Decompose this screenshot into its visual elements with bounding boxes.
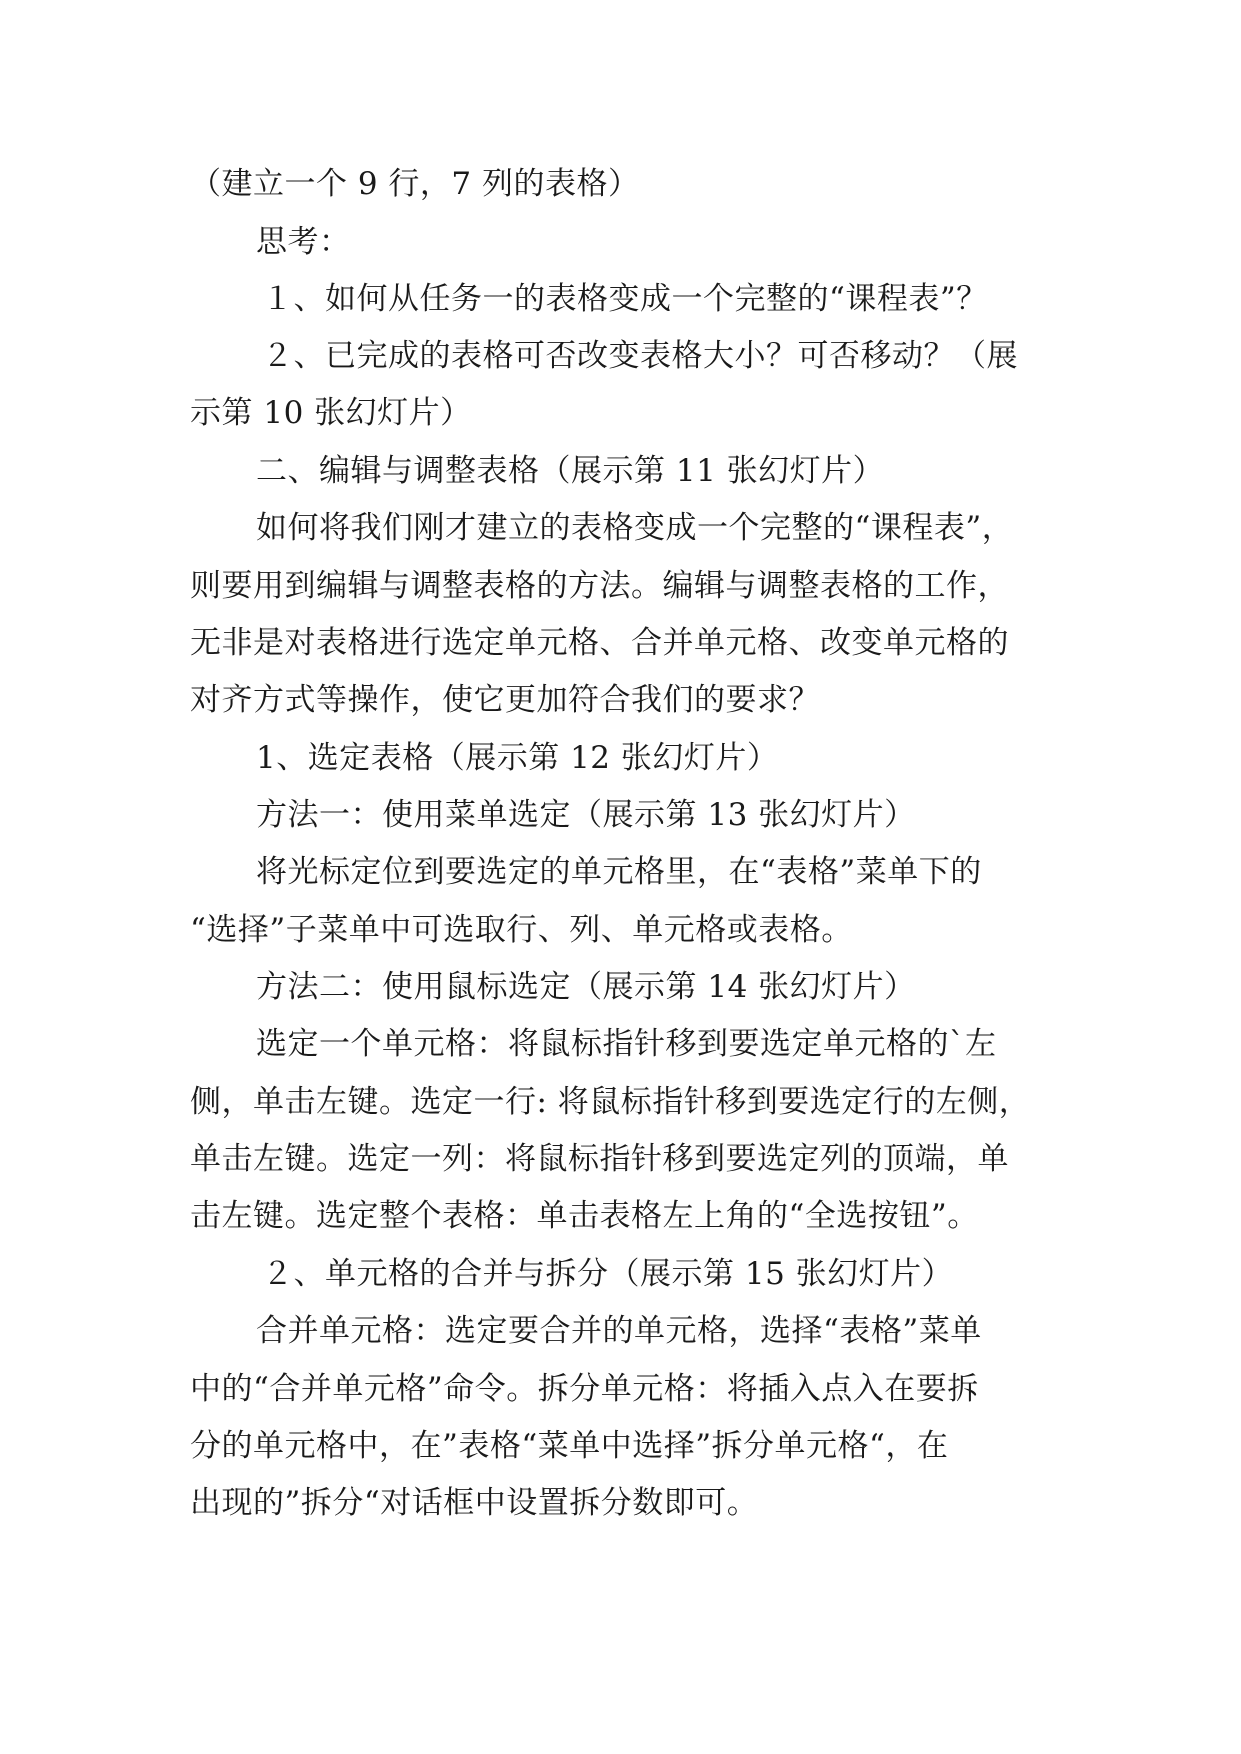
text-line-17: 侧，单击左键。选定一行: 将鼠标指针移到要选定行的左侧， <box>190 1084 1031 1120</box>
text-line-16: 选定一个单元格：将鼠标指针移到要选定单元格的`左 <box>256 1026 997 1062</box>
text-line-15: 方法二：使用鼠标选定（展示第 14 张幻灯片） <box>256 969 916 1005</box>
text-line-23: 分的单元格中，在”表格“菜单中选择”拆分单元格“，在 <box>190 1428 949 1464</box>
text-line-4: ２、已完成的表格可否改变表格大小？可否移动？（展 <box>262 338 1018 374</box>
text-line-19: 击左键。选定整个表格：单击表格左上角的“全选按钮”。 <box>190 1198 979 1234</box>
text-line-1: （建立一个 9 行，7 列的表格） <box>190 166 640 202</box>
text-line-24: 出现的”拆分“对话框中设置拆分数即可。 <box>190 1485 759 1521</box>
text-line-22: 中的“合并单元格”命令。拆分单元格：将插入点入在要拆 <box>190 1371 979 1407</box>
text-line-8: 则要用到编辑与调整表格的方法。编辑与调整表格的工作， <box>190 568 1009 604</box>
text-line-14: “选择”子菜单中可选取行、列、单元格或表格。 <box>190 912 853 948</box>
text-line-5: 示第 10 张幻灯片） <box>190 395 472 431</box>
text-line-9: 无非是对表格进行选定单元格、合并单元格、改变单元格的 <box>190 625 1009 661</box>
text-line-12: 方法一：使用菜单选定（展示第 13 张幻灯片） <box>256 797 916 833</box>
text-line-13: 将光标定位到要选定的单元格里，在“表格”菜单下的 <box>256 854 982 890</box>
text-line-11: 1、选定表格（展示第 12 张幻灯片） <box>256 740 779 776</box>
text-line-20: ２、单元格的合并与拆分（展示第 15 张幻灯片） <box>262 1256 954 1292</box>
text-line-10: 对齐方式等操作，使它更加符合我们的要求？ <box>190 682 820 718</box>
text-line-6: 二、编辑与调整表格（展示第 11 张幻灯片） <box>256 453 885 489</box>
text-line-18: 单击左键。选定一列：将鼠标指针移到要选定列的顶端，单 <box>190 1141 1009 1177</box>
text-line-7: 如何将我们刚才建立的表格变成一个完整的“课程表”， <box>256 510 1014 546</box>
text-line-2: 思考： <box>256 224 351 260</box>
text-line-21: 合并单元格：选定要合并的单元格，选择“表格”菜单 <box>256 1313 982 1349</box>
text-line-3: １、如何从任务一的表格变成一个完整的“课程表”？ <box>262 281 988 317</box>
